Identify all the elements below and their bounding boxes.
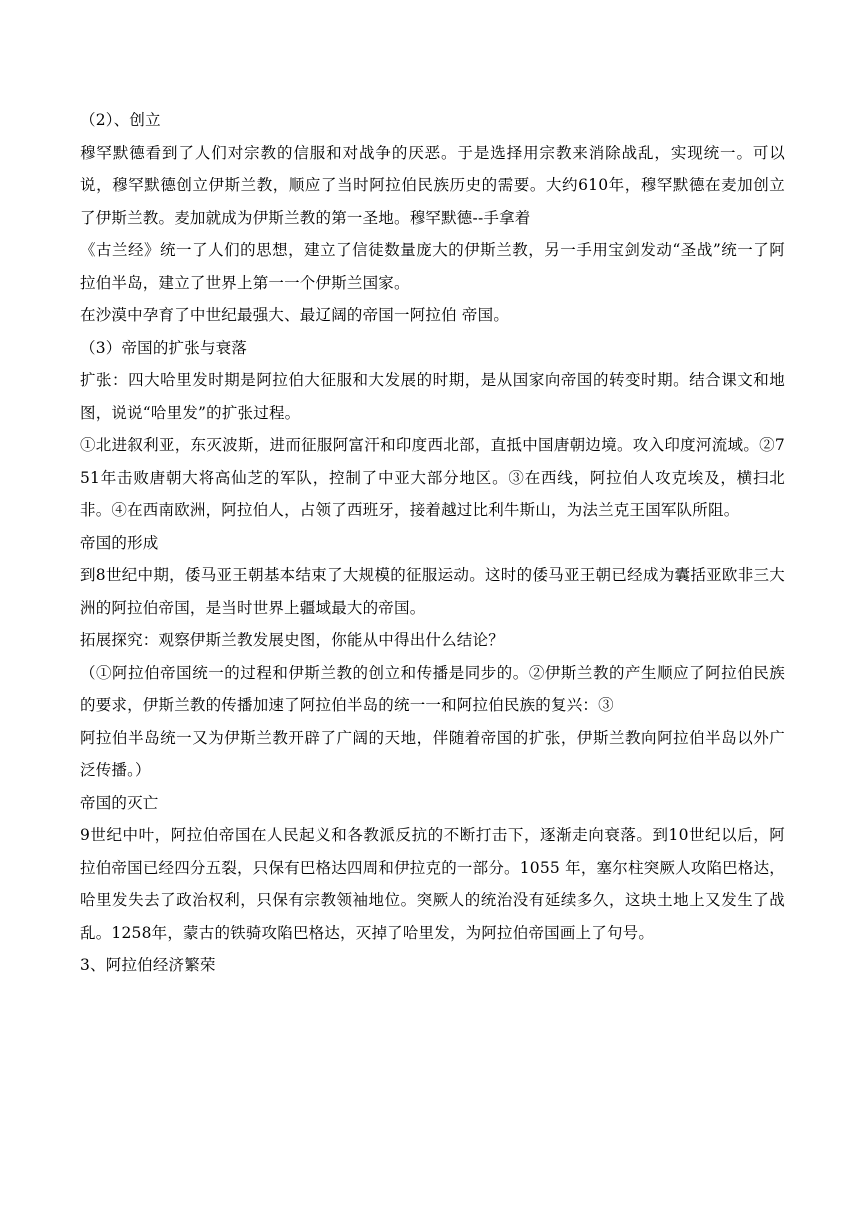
paragraph-explore-question: 拓展探究：观察伊斯兰教发展史图，你能从中得出什么结论？ bbox=[80, 631, 504, 649]
heading-expansion-decline: （3）帝国的扩张与衰落 bbox=[80, 338, 248, 357]
paragraph-empire-formation: 到8世纪中期，倭马亚王朝基本结束了大规模的征服运动。这时的倭马亚王朝已经成为囊括亚欧非三大洲的阿拉伯帝国，是当时世界上疆域最大的帝国。 bbox=[80, 566, 785, 617]
heading-empire-fall: 帝国的灭亡 bbox=[80, 793, 159, 812]
paragraph-explore-answer-2: 阿拉伯半岛统一又为伊斯兰教开辟了广阔的天地，伴随着帝国的扩张，伊斯兰教向阿拉伯半岛以外广泛传播。） bbox=[80, 728, 785, 779]
paragraph-empire-fall: 9世纪中叶，阿拉伯帝国在人民起义和各教派反抗的不断打击下，逐渐走向衰落。到10世纪以后，阿拉伯帝国已经四分五裂，只保有巴格达四周和伊拉克的一部分。1055 年，塞尔柱突厥人攻陷巴格达，哈里发失去了政治权利，只保有宗教领袖地位。突厥人的统治没有延续多久，这块土地上又发生了战乱。1258年，蒙古的铁骑攻陷巴格达，灭掉了哈里发，为阿拉伯帝国画上了句号。 bbox=[80, 826, 785, 942]
heading-empire-formation: 帝国的形成 bbox=[80, 533, 159, 552]
heading-founding: （2）、创立 bbox=[80, 111, 161, 129]
paragraph-muhammad-founding: 穆罕默德看到了人们对宗教的信服和对战争的厌恶。于是选择用宗教来消除战乱，实现统一。可以说，穆罕默德创立伊斯兰教，顺应了当时阿拉伯民族历史的需要。大约610年，穆罕默德在麦加创立了伊斯兰教。麦加就成为伊斯兰教的第一圣地。穆罕默德--手拿着 bbox=[80, 143, 785, 227]
paragraph-expansion-intro: 扩张：四大哈里发时期是阿拉伯大征服和大发展的时期，是从国家向帝国的转变时期。结合课文和地图，说说“哈里发”的扩张过程。 bbox=[80, 371, 785, 422]
paragraph-empire-desert: 在沙漠中孕育了中世纪最强大、最辽阔的帝国一阿拉伯 帝国。 bbox=[80, 306, 510, 324]
paragraph-explore-answer-1: （①阿拉伯帝国统一的过程和伊斯兰教的创立和传播是同步的。②伊斯兰教的产生顺应了阿拉伯民族的要求，伊斯兰教的传播加速了阿拉伯半岛的统一一和阿拉伯民族的复兴：③ bbox=[80, 663, 785, 714]
document-page bbox=[80, 104, 785, 982]
paragraph-expansion-steps: ①北进叙利亚，东灭波斯，进而征服阿富汗和印度西北部，直抵中国唐朝边境。攻入印度河流域。②751年击败唐朝大将高仙芝的军队，控制了中亚大部分地区。③在西线，阿拉伯人攻克埃及，横扫北非。④在西南欧洲，阿拉伯人，占领了西班牙，接着越过比利牛斯山，为法兰克王国军队所阻。 bbox=[80, 436, 785, 519]
heading-arab-economy: 3、阿拉伯经济繁荣 bbox=[80, 956, 216, 974]
paragraph-quran-unification: 《古兰经》统一了人们的思想，建立了信徒数量庞大的伊斯兰教，另一手用宝剑发动“圣战”统一了阿拉伯半岛，建立了世界上第一一个伊斯兰国家。 bbox=[80, 241, 785, 292]
